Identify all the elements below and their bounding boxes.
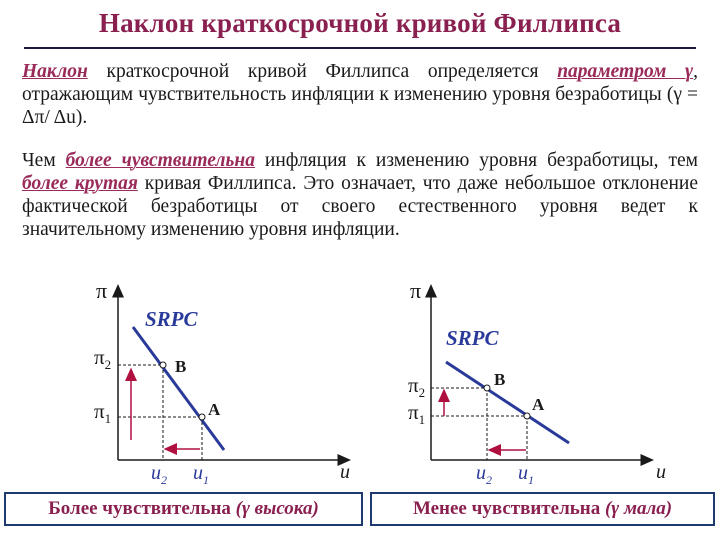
left-point-a (199, 414, 205, 420)
left-point-a-label: A (208, 400, 221, 419)
right-pi2-label (408, 373, 425, 400)
left-y-axis-label: π (96, 278, 108, 303)
left-pi1-label (94, 399, 111, 426)
left-u2-label (151, 462, 167, 487)
right-pi1-symbol: π (408, 400, 419, 424)
left-pi1-subscript: 1 (104, 411, 112, 426)
left-x-axis-label: u (340, 461, 350, 483)
slide-title: Наклон краткосрочной кривой Филлипса (98, 8, 622, 38)
right-u1-label (518, 462, 534, 487)
caption-right-main: Менее чувствительна (412, 498, 601, 519)
left-pi2-symbol: π (94, 345, 105, 369)
right-pi2-subscript: 2 (418, 385, 426, 400)
right-point-a (524, 413, 530, 419)
right-point-b (484, 385, 490, 391)
left-pi2-label (94, 345, 111, 372)
left-u2-subscript: 2 (161, 473, 167, 487)
paragraph1-text-b: , отражающим чувствительность инфляции к изменению уровня безработицы (γ = Δπ/ Δu). (22, 61, 699, 128)
right-point-b-label: B (494, 370, 506, 389)
emphasis-parameter: параметром γ (557, 61, 694, 82)
left-point-b-label: B (175, 357, 187, 376)
emphasis-slope: Наклон (22, 61, 88, 82)
left-u1-label (193, 462, 209, 487)
right-pi2-symbol: π (408, 373, 419, 397)
left-u2-symbol: u (151, 462, 161, 484)
right-srpc-label: SRPC (446, 326, 499, 350)
left-srpc-label: SRPC (145, 307, 198, 331)
right-u2-label (476, 462, 492, 487)
caption-left-main: Более чувствительна (48, 498, 231, 519)
right-srpc-curve (446, 362, 569, 443)
left-u1-symbol: u (193, 462, 203, 484)
left-pi1-symbol: π (94, 399, 105, 423)
caption-right-paren: (γ мала) (604, 498, 673, 519)
paragraph2-text-a: Чем (22, 150, 66, 171)
left-point-b (160, 362, 166, 368)
paragraph2-text-c: кривая Филлипса. Это означает, что даже небольшое отклонение фактической безработицы от своего естественного уровня ведет к значительному изменению уровня инфляции. (22, 173, 698, 240)
left-srpc-curve (133, 327, 224, 450)
left-pi2-subscript: 2 (104, 357, 112, 372)
right-u2-symbol: u (476, 462, 486, 484)
graph-left (94, 278, 350, 487)
emphasis-steeper: более крутая (22, 173, 138, 194)
graph-right (408, 278, 666, 487)
right-point-a-label: A (532, 395, 545, 414)
left-u1-subscript: 1 (203, 473, 209, 487)
caption-more-sensitive (4, 492, 363, 526)
caption-less-sensitive (370, 492, 715, 526)
paragraph2-text-b: инфляция к изменению уровня безработицы, тем (254, 150, 699, 171)
right-y-axis-label: π (410, 278, 422, 303)
right-pi1-label (408, 400, 425, 427)
caption-left-paren: (γ высока) (235, 498, 319, 519)
right-x-axis-label: u (656, 461, 666, 483)
paragraph1-text-a: краткосрочной кривой Филлипса определяется (87, 61, 558, 82)
right-u1-symbol: u (518, 462, 528, 484)
right-u1-subscript: 1 (528, 473, 534, 487)
right-u2-subscript: 2 (486, 473, 492, 487)
emphasis-more-sensitive: более чувствительна (65, 150, 255, 171)
right-pi1-subscript: 1 (418, 412, 426, 427)
